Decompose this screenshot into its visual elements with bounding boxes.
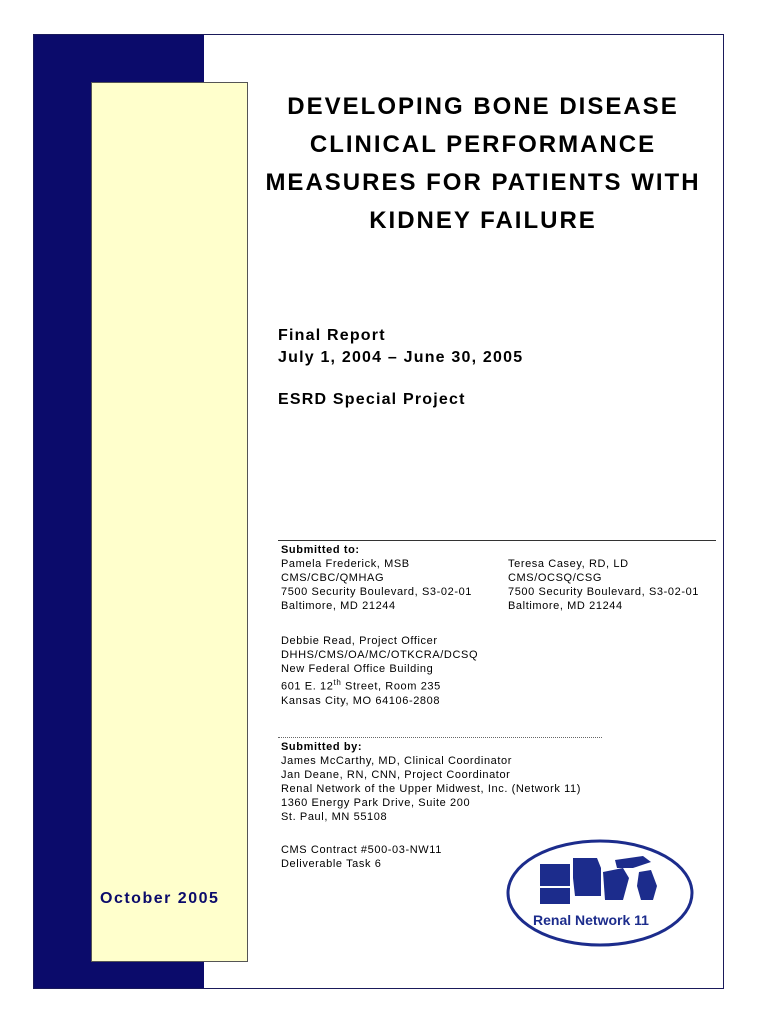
renal-network-logo [505, 838, 695, 948]
recipient-line: Pamela Frederick, MSB [281, 558, 410, 570]
contract-number: CMS Contract #500-03-NW11 [281, 844, 442, 856]
recipient-line: Teresa Casey, RD, LD [508, 558, 629, 570]
submitter-line: Jan Deane, RN, CNN, Project Coordinator [281, 769, 511, 781]
officer-address [281, 676, 478, 694]
report-type: Final Report [278, 327, 386, 344]
submitter-line: Renal Network of the Upper Midwest, Inc. (Network 11) [281, 783, 581, 795]
yellow-panel [91, 82, 248, 962]
submitter-line: 1360 Energy Park Drive, Suite 200 [281, 797, 471, 809]
recipient-line: CMS/OCSQ/CSG [508, 572, 602, 584]
contract-info [281, 843, 442, 871]
logo-text: Renal Network 11 [533, 912, 649, 928]
officer-line: Debbie Read, Project Officer [281, 635, 438, 647]
address-pre: 601 E. 12 [281, 680, 334, 693]
recipient-line: Baltimore, MD 21244 [281, 600, 396, 612]
recipient-right [508, 557, 699, 613]
project-name: ESRD Special Project [278, 391, 466, 408]
recipient-line: 7500 Security Boulevard, S3-02-01 [281, 586, 473, 598]
address-sup: th [333, 678, 342, 687]
report-period: July 1, 2004 – June 30, 2005 [278, 349, 524, 366]
officer-line: DHHS/CMS/OA/MC/OTKCRA/DCSQ [281, 649, 479, 661]
title-line-4: KIDNEY FAILURE [369, 207, 597, 234]
submitted-to-label: Submitted to: [281, 544, 360, 556]
submitter-line: James McCarthy, MD, Clinical Coordinator [281, 755, 513, 767]
report-info [278, 325, 523, 369]
submitted-by [281, 740, 581, 824]
title-line-1: DEVELOPING BONE DISEASE [287, 93, 679, 120]
report-title [248, 88, 718, 240]
address-post: Street, Room 235 [341, 680, 441, 693]
project-officer [281, 634, 478, 708]
divider-rule [278, 540, 716, 541]
dotted-divider [278, 737, 602, 738]
recipient-line: 7500 Security Boulevard, S3-02-01 [508, 586, 700, 598]
recipient-left [281, 557, 472, 613]
recipient-line: Baltimore, MD 21244 [508, 600, 623, 612]
submitter-line: St. Paul, MN 55108 [281, 811, 388, 823]
submitted-by-label: Submitted by: [281, 741, 363, 753]
publication-date: October 2005 [100, 890, 220, 907]
officer-city: Kansas City, MO 64106-2808 [281, 694, 441, 707]
title-line-3: MEASURES FOR PATIENTS WITH [265, 169, 701, 196]
recipient-line: CMS/CBC/QMHAG [281, 572, 385, 584]
officer-line: New Federal Office Building [281, 663, 434, 675]
title-line-2: CLINICAL PERFORMANCE [309, 131, 657, 158]
deliverable-task: Deliverable Task 6 [281, 858, 382, 870]
